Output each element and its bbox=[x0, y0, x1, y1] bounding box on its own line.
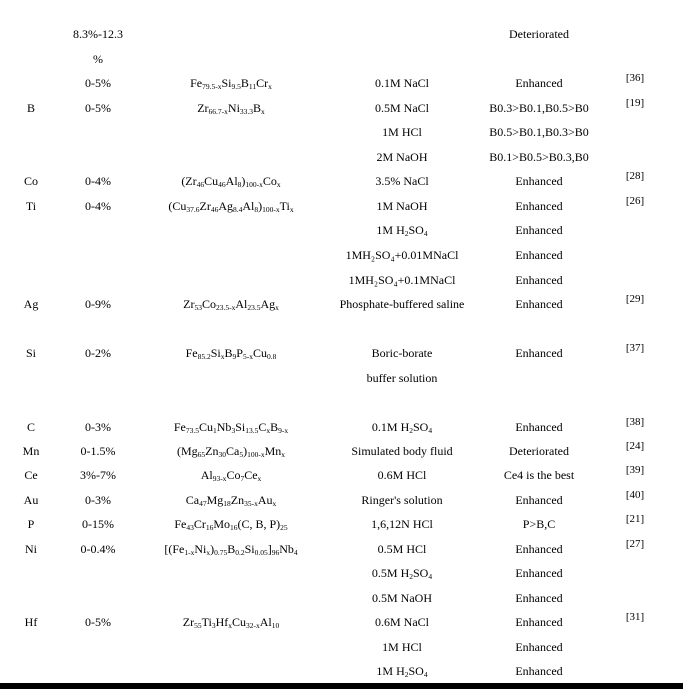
reference-cell: [26] bbox=[625, 195, 645, 207]
content-range-cell: 0-5% bbox=[85, 101, 111, 115]
content-range-cell: 0-4% bbox=[85, 199, 111, 213]
element-cell: Au bbox=[23, 493, 39, 507]
alloy-composition-cell: $Ca_{47}Mg_{18}Zn_{35-x}Au_x$ bbox=[185, 493, 277, 508]
test-solution-cell: 1M HCl bbox=[382, 125, 422, 139]
content-range-cell: 0-9% bbox=[85, 297, 111, 311]
element-cell: Mn bbox=[22, 444, 40, 458]
reference-cell: [39] bbox=[625, 464, 645, 476]
test-solution-cell: 3.5% NaCl bbox=[375, 174, 429, 188]
corrosion-effect-cell: Enhanced bbox=[515, 615, 563, 629]
corrosion-effect-cell: B0.5>B0.1,B0.3>B0 bbox=[489, 125, 589, 139]
reference-cell: [31] bbox=[625, 611, 645, 623]
reference-cell: [37] bbox=[625, 342, 645, 354]
element-cell: Co bbox=[23, 174, 38, 188]
test-solution-cell: Simulated body fluid bbox=[351, 444, 453, 458]
test-solution-cell: buffer solution bbox=[366, 371, 438, 385]
test-solution-cell: 1MH₂SO₄+0.01MNaCl bbox=[345, 248, 459, 262]
alloy-composition-cell: $[(Fe_{1-x}Ni_x)_{0.75}B_{0.2}Si_{0.05}]_{96}Nb_4$ bbox=[164, 542, 298, 557]
test-solution-cell: 0.1M $H_2SO_4$ bbox=[371, 420, 433, 435]
alloy-composition-cell: $Zr_{66.7-x}Ni_{33.3}B_x$ bbox=[197, 101, 265, 116]
element-cell: Hf bbox=[24, 615, 38, 629]
corrosion-effect-cell: Enhanced bbox=[515, 273, 563, 287]
corrosion-effect-cell: Enhanced bbox=[515, 76, 563, 90]
corrosion-effect-cell: Enhanced bbox=[515, 248, 563, 262]
content-range-cell: 0-0.4% bbox=[80, 542, 116, 556]
reference-cell: [28] bbox=[625, 170, 645, 182]
test-solution-cell: 1M NaOH bbox=[376, 199, 428, 213]
corrosion-effect-cell: Enhanced bbox=[515, 346, 563, 360]
corrosion-effect-cell: Enhanced bbox=[515, 174, 563, 188]
test-solution-cell: 1,6,12N HCl bbox=[371, 517, 433, 531]
reference-cell: [38] bbox=[625, 416, 645, 428]
corrosion-effect-cell: Deteriorated bbox=[509, 27, 569, 41]
corrosion-effect-cell: Enhanced bbox=[515, 223, 563, 237]
alloy-composition-cell: $Zr_{53}Co_{23.5-x}Al_{23.5}Ag_x$ bbox=[183, 297, 279, 312]
alloy-composition-cell: $Al_{93-x}Co_7Ce_x$ bbox=[200, 468, 262, 483]
test-solution-cell: 0.5M $H_2SO_4$ bbox=[371, 566, 433, 581]
reference-cell: [19] bbox=[625, 97, 645, 109]
alloy-composition-cell: $Zr_{55}Ti_3Hf_xCu_{32-x}Al_{10}$ bbox=[182, 615, 280, 630]
corrosion-effect-cell: Enhanced bbox=[515, 566, 563, 580]
alloy-composition-cell: $(Zr_{46}Cu_{46}Al_8)_{100-x}Co_x$ bbox=[181, 174, 281, 189]
content-range-cell: % bbox=[93, 52, 103, 66]
element-cell: P bbox=[27, 517, 35, 531]
corrosion-effect-cell: Enhanced bbox=[515, 664, 563, 678]
element-cell: Ni bbox=[25, 542, 37, 556]
test-solution-cell: 1M $H_2SO_4$ bbox=[376, 223, 428, 238]
alloy-composition-cell: $Fe_{43}Cr_{16}Mo_{16}(C$, B, $P)_{25}$ bbox=[174, 517, 288, 532]
element-cell: B bbox=[26, 101, 35, 115]
corrosion-effect-cell: Enhanced bbox=[515, 420, 563, 434]
test-solution-cell: 2M NaOH bbox=[376, 150, 428, 164]
element-cell: Si bbox=[25, 346, 36, 360]
test-solution-cell: 0.1M NaCl bbox=[375, 76, 429, 90]
corrosion-effect-cell: Enhanced bbox=[515, 542, 563, 556]
reference-cell: [27] bbox=[625, 538, 645, 550]
test-solution-cell: 0.6M HCl bbox=[377, 468, 427, 482]
content-range-cell: 0-4% bbox=[85, 174, 111, 188]
corrosion-effect-cell: Enhanced bbox=[515, 640, 563, 654]
reference-cell: [40] bbox=[625, 489, 645, 501]
test-solution-cell: 1M HCl bbox=[382, 640, 422, 654]
corrosion-effect-cell: Deteriorated bbox=[509, 444, 569, 458]
content-range-cell: 0-15% bbox=[82, 517, 114, 531]
content-range-cell: 0-3% bbox=[85, 420, 111, 434]
element-cell: C bbox=[26, 420, 35, 434]
element-cell: Ti bbox=[25, 199, 37, 213]
content-range-cell: 0-1.5% bbox=[80, 444, 116, 458]
reference-cell: [21] bbox=[625, 513, 645, 525]
test-solution-cell: Ringer's solution bbox=[361, 493, 443, 507]
element-cell: Ag bbox=[23, 297, 39, 311]
corrosion-effect-cell: Enhanced bbox=[515, 493, 563, 507]
content-range-cell: 0-5% bbox=[85, 76, 111, 90]
alloy-composition-cell: $Fe_{79.5-x}Si_{9.5}B_{11}Cr_x$ bbox=[190, 76, 272, 91]
content-range-cell: 0-5% bbox=[85, 615, 111, 629]
corrosion-effect-cell: Ce4 is the best bbox=[503, 468, 575, 482]
content-range-cell: 8.3%-12.3 bbox=[73, 27, 123, 41]
test-solution-cell: 1M $H_2SO_4$ bbox=[376, 664, 428, 679]
test-solution-cell: 0.6M NaCl bbox=[375, 615, 429, 629]
content-range-cell: 0-3% bbox=[85, 493, 111, 507]
content-range-cell: 0-2% bbox=[85, 346, 111, 360]
corrosion-effect-cell: Enhanced bbox=[515, 199, 563, 213]
alloy-composition-cell: $Fe_{85.2}Si_xB_9P_{5-x}Cu_{0.8}$ bbox=[185, 346, 277, 361]
test-solution-cell: 0.5M NaOH bbox=[372, 591, 432, 605]
test-solution-cell: 1MH₂SO₄+0.1MNaCl bbox=[348, 273, 456, 287]
corrosion-effect-cell: Enhanced bbox=[515, 297, 563, 311]
test-solution-cell: 0.5M NaCl bbox=[375, 101, 429, 115]
corrosion-effect-cell: B0.3>B0.1,B0.5>B0 bbox=[489, 101, 589, 115]
test-solution-cell: Boric-borate bbox=[371, 346, 433, 360]
table-bottom-rule bbox=[0, 683, 683, 689]
alloy-composition-cell: $(Mg_{65}Zn_{30}Ca_5)_{100-x}Mn_x$ bbox=[176, 444, 286, 459]
content-range-cell: 3%-7% bbox=[80, 468, 116, 482]
alloy-composition-cell: $(Cu_{37.6}Zr_{46}Ag_{8.4}Al_8)_{100-x}Ti_x$ bbox=[168, 199, 294, 214]
reference-cell: [24] bbox=[625, 440, 645, 452]
corrosion-effect-cell: P>B,C bbox=[522, 517, 556, 531]
corrosion-effect-cell: Enhanced bbox=[515, 591, 563, 605]
test-solution-cell: 0.5M HCl bbox=[377, 542, 427, 556]
corrosion-effect-cell: B0.1>B0.5>B0.3,B0 bbox=[489, 150, 589, 164]
element-cell: Ce bbox=[24, 468, 38, 482]
alloy-composition-cell: $Fe_{73.5}Cu_1Nb_3Si_{13.5}C_xB_{9-x}$ bbox=[173, 420, 289, 435]
reference-cell: [29] bbox=[625, 293, 645, 305]
reference-cell: [36] bbox=[625, 72, 645, 84]
test-solution-cell: Phosphate-buffered saline bbox=[339, 297, 465, 311]
